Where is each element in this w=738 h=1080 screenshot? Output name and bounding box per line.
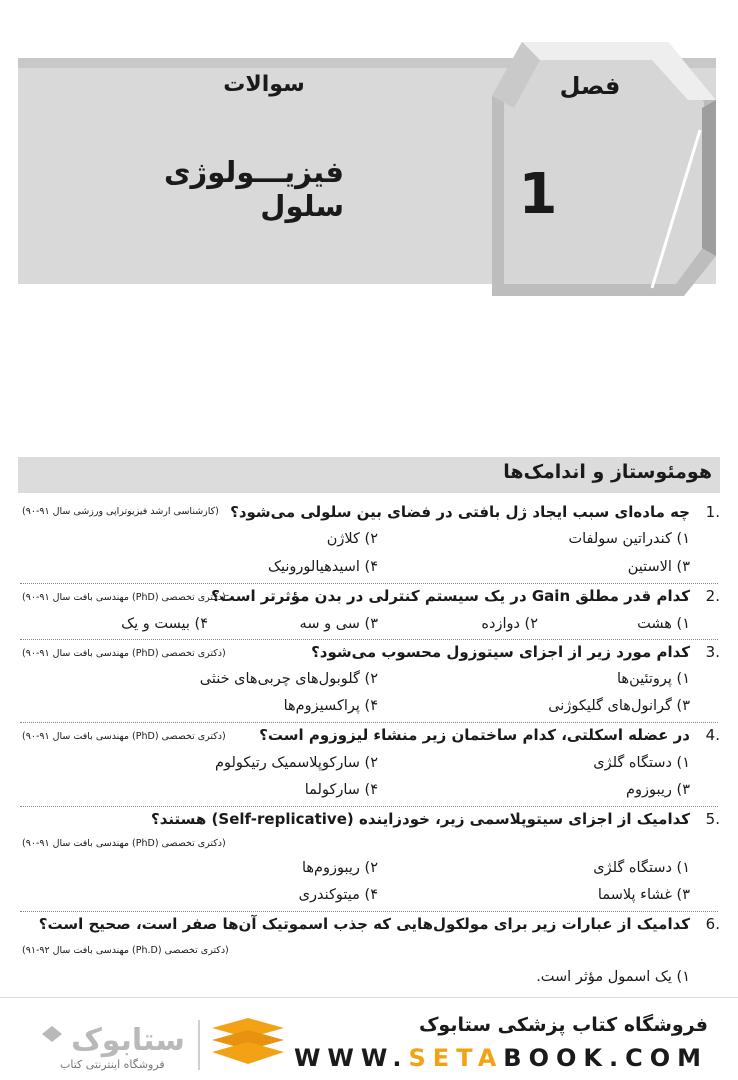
question-source: (دکتری تخصصی (PhD) مهندسی بافت سال ۹۱-۹۰) — [22, 838, 226, 849]
url-suffix: BOOK.COM — [503, 1044, 708, 1072]
option-4: ۴) پراکسیزوم‌ها — [283, 698, 378, 714]
option-3: ۳) ریبوزوم — [626, 782, 690, 798]
url-accent: SETA — [408, 1044, 504, 1072]
option-1: ۱) یک اسمول مؤثر است. — [536, 969, 690, 985]
option-4: ۴) بیست و یک — [121, 616, 208, 632]
store-url[interactable] — [294, 1044, 708, 1072]
question-text: کدامیک از عبارات زیر برای مولکول‌هایی که جذب اسموتیک آن‌ها صفر است، صحیح است؟ — [38, 915, 690, 933]
question-number: .1 — [705, 503, 720, 521]
question-number: .6 — [705, 915, 720, 933]
question-divider — [20, 583, 718, 584]
option-1: ۱) هشت — [637, 616, 690, 632]
option-2: ۲) دوازده — [481, 616, 538, 632]
logo-chevron-left — [42, 1026, 62, 1042]
section-title: هومئوستاز و اندامک‌ها — [503, 461, 712, 483]
question-source: (دکتری تخصصی (PhD) مهندسی بافت سال ۹۱-۹۰) — [22, 648, 226, 659]
question-divider — [20, 911, 718, 912]
question-number: .3 — [705, 643, 720, 661]
question-source: (دکتری تخصصی (Ph.D) مهندسی بافت سال ۹۲-۹۱) — [22, 945, 229, 956]
option-2: ۲) کلاژن — [326, 531, 378, 547]
logo-subtitle: فروشگاه اینترنتی کتاب — [60, 1058, 165, 1071]
question-text: در عضله اسکلتی، کدام ساختمان زیر منشاء لیزوزوم است؟ — [259, 726, 690, 744]
question-number: .4 — [705, 726, 720, 744]
option-1: ۱) کندراتین سولفات — [568, 531, 690, 547]
option-4: ۴) اسیدهیالورونیک — [268, 559, 378, 575]
question-divider — [20, 639, 718, 640]
question-number: .5 — [705, 810, 720, 828]
option-2: ۲) گلوبول‌های چربی‌های خنثی — [199, 671, 378, 687]
question-number: .2 — [705, 587, 720, 605]
chapter-word: فصل — [559, 72, 621, 100]
logo-emblem — [212, 1018, 284, 1064]
chapter-number: 1 — [518, 162, 558, 227]
option-3: ۳) الاستین — [627, 559, 690, 575]
url-prefix: WWW. — [293, 1044, 409, 1072]
option-1: ۱) پروتئین‌ها — [617, 671, 690, 687]
option-2: ۲) سارکوپلاسمیک رتیکولوم — [214, 755, 378, 771]
footer-rule — [0, 997, 738, 998]
option-3: ۳) سی و سه — [299, 616, 378, 632]
section-heading-bar — [18, 457, 720, 493]
option-3: ۳) غشاء پلاسما — [597, 887, 690, 903]
logo-wordmark — [71, 1023, 185, 1058]
logo-word-text: ستابوک — [71, 1023, 185, 1058]
question-source: (کارشناسی ارشد فیزیوتراپی ورزشی سال ۹۱-۹۰) — [22, 506, 219, 517]
option-3: ۳) گرانول‌های گلیکوژنی — [548, 698, 690, 714]
logo-divider — [198, 1020, 200, 1070]
question-divider — [20, 806, 718, 807]
chapter-title: فیزیـــولوژی سلول — [163, 155, 344, 223]
question-source: (دکتری تخصصی (PhD) مهندسی بافت سال ۹۱-۹۰) — [22, 731, 226, 742]
question-text: چه ماده‌ای سبب ایجاد ژل بافتی در فضای بین سلولی می‌شود؟ — [230, 503, 690, 521]
question-text: کدام مورد زیر از اجزای سیتوزول محسوب می‌شود؟ — [311, 643, 690, 661]
option-2: ۲) ریبوزوم‌ها — [301, 860, 378, 876]
questions-label: سوالات — [223, 72, 305, 97]
option-4: ۴) سارکولما — [304, 782, 378, 798]
option-4: ۴) میتوکندری — [298, 887, 378, 903]
question-text: کدام قدر مطلق Gain در یک سیستم کنترلی در بدن مؤثرتر است؟ — [211, 587, 690, 605]
store-name: فروشگاه کتاب پزشکی ستابوک — [418, 1014, 708, 1036]
question-source: (دکتری تخصصی (PhD) مهندسی بافت سال ۹۱-۹۰) — [22, 592, 226, 603]
option-1: ۱) دستگاه گلژی — [593, 755, 690, 771]
question-divider — [20, 722, 718, 723]
question-text: کدامیک از اجزای سیتوپلاسمی زیر، خودزاینده (Self-replicative) هستند؟ — [151, 810, 690, 828]
option-1: ۱) دستگاه گلژی — [593, 860, 690, 876]
